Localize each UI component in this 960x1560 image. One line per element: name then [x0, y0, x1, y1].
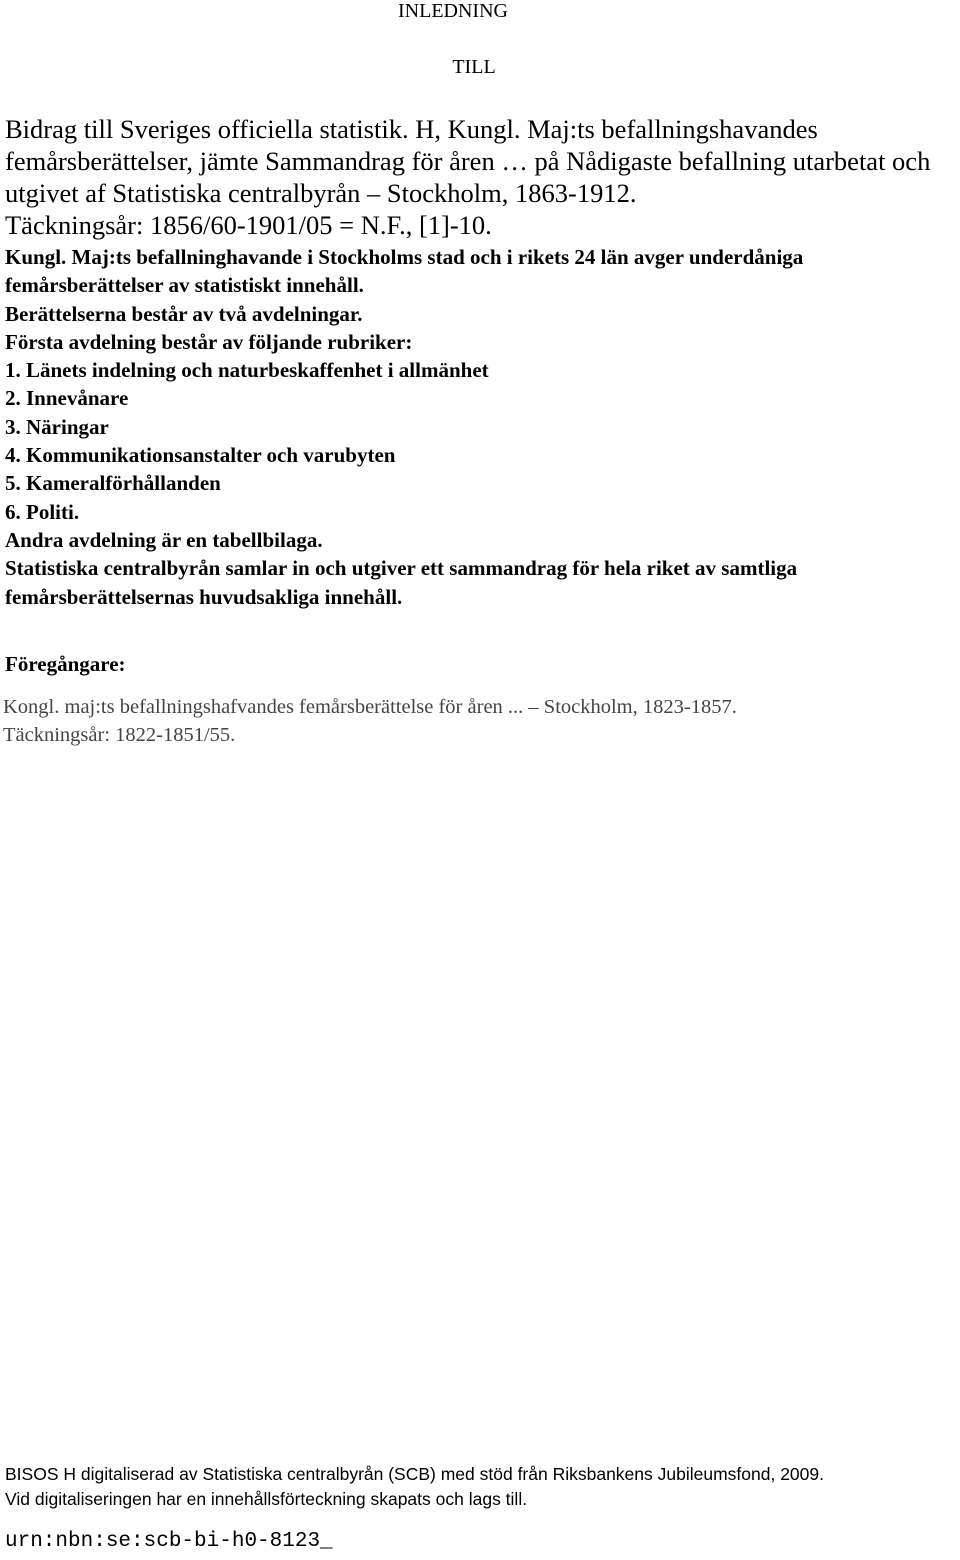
- second-part: Andra avdelning är en tabellbilaga.: [5, 527, 323, 552]
- predecessor-coverage: Täckningsår: 1822-1851/55.: [3, 724, 236, 746]
- first-part-intro: Första avdelning består av följande rubriker:: [5, 329, 413, 354]
- rubric-item: 1. Länets indelning och naturbeskaffenhet i allmänhet: [5, 358, 489, 383]
- digitization-note: [5, 1462, 960, 1512]
- coverage-years: Täckningsår: 1856/60-1901/05 = N.F., [1]-10.: [5, 210, 492, 240]
- predecessor-heading: Föregångare:: [5, 652, 126, 676]
- header-till: TILL: [452, 56, 496, 78]
- description-intro: Kungl. Maj:ts befallninghavande i Stockholms stad och i rikets 24 län avger underdåniga femårsberättelser av statistiskt innehåll.: [5, 245, 804, 298]
- rubric-list: [5, 356, 955, 526]
- rubric-item: 4. Kommunikationsanstalter och varubyten: [5, 443, 396, 468]
- header-inledning: INLEDNING: [398, 0, 508, 22]
- description: [5, 243, 955, 611]
- description-summary: Statistiska centralbyrån samlar in och utgiver ett sammandrag för hela riket av samtliga femårsberättelsernas huvudsakliga innehåll.: [5, 556, 798, 609]
- rubric-item: 2. Innevånare: [5, 386, 129, 411]
- predecessor-title: Kongl. maj:ts befallningshafvandes femårsberättelse för åren ... – Stockholm, 1823-1857.: [3, 696, 737, 718]
- series-title: Bidrag till Sveriges officiella statistik. H, Kungl. Maj:ts befallningshavandes femårsberättelser, jämte Sammandrag för åren … på Nådigaste befallning utarbetat och utgivet af Statistiska centralbyrån – Stockholm, 1863-1912.: [5, 114, 931, 208]
- rubric-item: 3. Näringar: [5, 414, 109, 439]
- rubric-item: 5. Kameralförhållanden: [5, 471, 221, 496]
- toc-note: Vid digitaliseringen har en innehållsförteckning skapats och lags till.: [5, 1489, 528, 1509]
- digitization-line: BISOS H digitaliserad av Statistiska centralbyrån (SCB) med stöd från Riksbankens Jubileumsfond, 2009.: [5, 1464, 824, 1484]
- document-title: [5, 113, 955, 241]
- description-parts: Berättelserna består av två avdelningar.: [5, 301, 363, 326]
- predecessor-text: [3, 693, 953, 749]
- urn-identifier: urn:nbn:se:scb-bi-h0-8123_: [5, 1530, 333, 1553]
- rubric-item: 6. Politi.: [5, 499, 80, 524]
